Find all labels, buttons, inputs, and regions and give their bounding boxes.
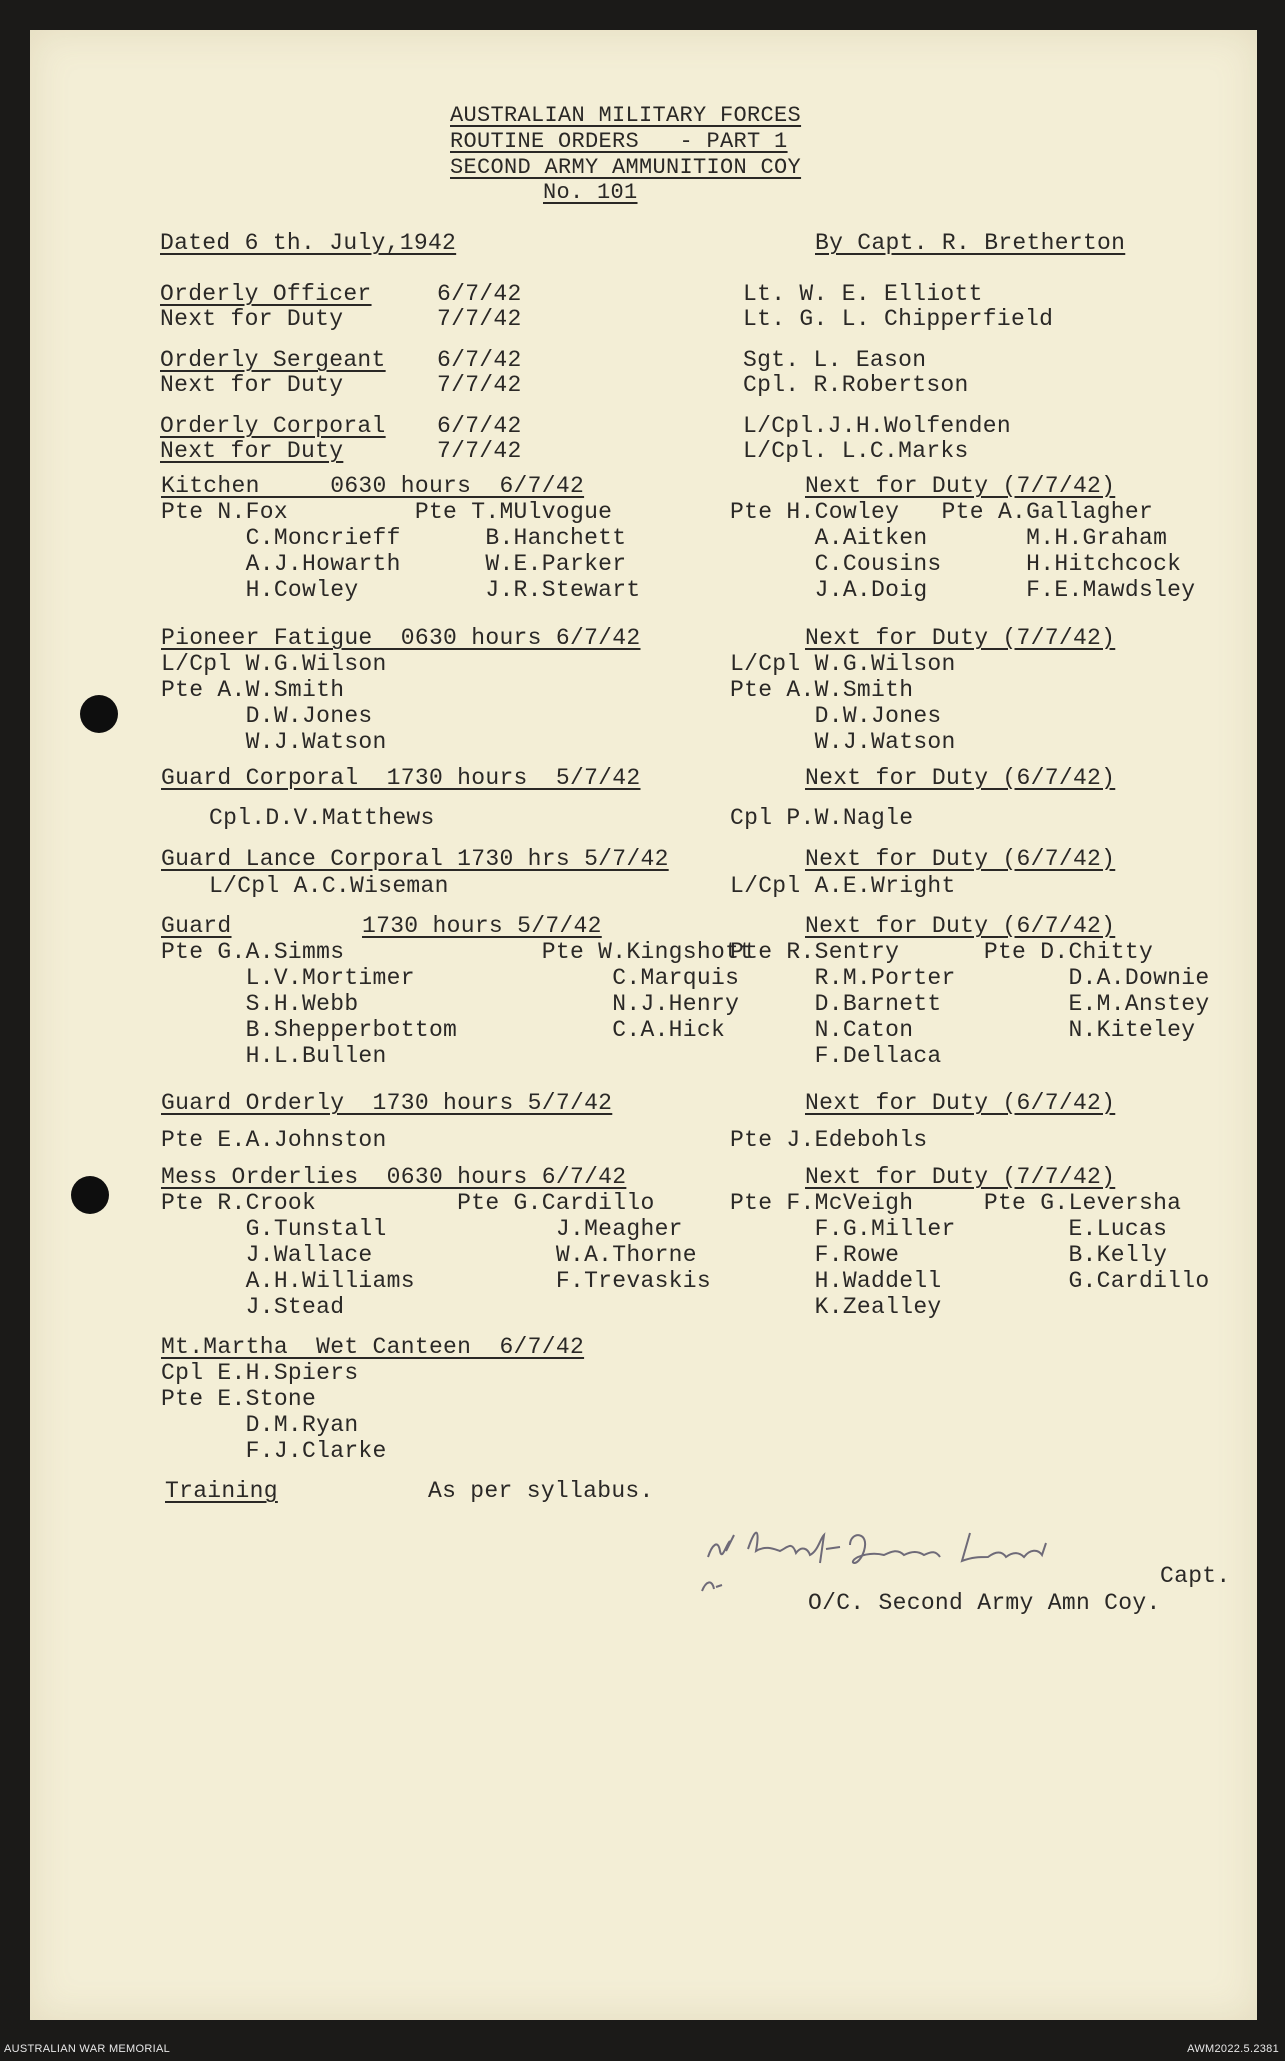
dated-line: Dated 6 th. July,1942 [160,230,457,256]
pioneer-next-line: Pte A.W.Smith [730,677,914,703]
pioneer-line: L/Cpl W.G.Wilson [161,651,387,677]
pioneer-next-heading: Next for Duty (7/7/42) [805,625,1116,651]
header-line-3: SECOND ARMY AMMUNITION COY [450,155,802,180]
kitchen-next-heading: Next for Duty (7/7/42) [805,473,1116,499]
mess-line: J.Wallace W.A.Thorne [161,1242,697,1268]
orderly-officer-name: Lt. W. E. Elliott [743,281,983,307]
orderly-corporal-name: L/Cpl.J.H.Wolfenden [743,413,1011,439]
guard-next-line: Pte R.Sentry Pte D.Chitty [730,939,1154,965]
mess-line: G.Tunstall J.Meagher [161,1216,683,1242]
kitchen-line: Pte N.Fox Pte T.MUlvogue [161,499,613,525]
orderly-officer-date: 6/7/42 [437,281,522,307]
punch-hole-upper [80,695,118,733]
kitchen-next-line: J.A.Doig F.E.Mawdsley [730,577,1196,603]
pioneer-next-line: L/Cpl W.G.Wilson [730,651,956,677]
guard-line: Pte G.A.Simms Pte W.Kingshott [161,939,754,965]
guard-orderly-name: Pte E.A.Johnston [161,1127,387,1153]
orderly-corporal-date: 6/7/42 [437,413,522,439]
footer-accession: AWM2022.5.2381 [1187,2043,1279,2055]
handwritten-signature [700,1505,1120,1595]
guard-corporal-next-heading: Next for Duty (6/7/42) [805,765,1116,791]
guard-orderly-heading: Guard Orderly 1730 hours 5/7/42 [161,1090,613,1116]
canteen-line: F.J.Clarke [161,1438,387,1464]
mess-next-line: H.Waddell G.Cardillo [730,1268,1210,1294]
kitchen-heading: Kitchen 0630 hours 6/7/42 [161,473,585,499]
canteen-line: Cpl E.H.Spiers [161,1360,359,1386]
pioneer-line: W.J.Watson [161,729,387,755]
guard-lance-name: L/Cpl A.C.Wiseman [209,873,449,899]
kitchen-line: A.J.Howarth W.E.Parker [161,551,627,577]
orderly-sergeant-label: Orderly Sergeant [160,347,386,373]
officer-next-label: Next for Duty [160,306,344,332]
guard-corporal-heading: Guard Corporal 1730 hours 5/7/42 [161,765,641,791]
officer-next-date: 7/7/42 [437,306,522,332]
orderly-officer-label: Orderly Officer [160,281,372,307]
header-line-1: AUSTRALIAN MILITARY FORCES [450,103,802,128]
sergeant-next-label: Next for Duty [160,372,344,398]
guard-line: H.L.Bullen [161,1043,387,1069]
guard-next-line: D.Barnett E.M.Anstey [730,991,1210,1017]
training-value: As per syllabus. [428,1478,654,1504]
officer-next-name: Lt. G. L. Chipperfield [743,306,1054,332]
issued-by: By Capt. R. Bretherton [815,230,1126,256]
footer-source: AUSTRALIAN WAR MEMORIAL [4,2043,171,2055]
mess-line: Pte R.Crook Pte G.Cardillo [161,1190,655,1216]
kitchen-next-line: Pte H.Cowley Pte A.Gallagher [730,499,1154,525]
guard-corporal-next-name: Cpl P.W.Nagle [730,805,914,831]
pioneer-heading: Pioneer Fatigue 0630 hours 6/7/42 [161,625,641,651]
guard-next-line: F.Dellaca [730,1043,942,1069]
canteen-line: Pte E.Stone [161,1386,317,1412]
pioneer-next-line: W.J.Watson [730,729,956,755]
kitchen-line: H.Cowley J.R.Stewart [161,577,641,603]
orderly-corporal-label: Orderly Corporal [160,413,386,439]
corporal-next-date: 7/7/42 [437,438,522,464]
mess-next-line: F.G.Miller E.Lucas [730,1216,1168,1242]
mess-heading: Mess Orderlies 0630 hours 6/7/42 [161,1164,627,1190]
mess-next-heading: Next for Duty (7/7/42) [805,1164,1116,1190]
punch-hole-lower [71,1176,109,1214]
guard-orderly-next-name: Pte J.Edebohls [730,1127,928,1153]
guard-line: S.H.Webb N.J.Henry [161,991,740,1017]
header-line-4: No. 101 [543,180,638,205]
mess-line: A.H.Williams F.Trevaskis [161,1268,711,1294]
signatory-office: O/C. Second Army Amn Coy. [808,1590,1161,1616]
pioneer-next-line: D.W.Jones [730,703,942,729]
guard-line: L.V.Mortimer C.Marquis [161,965,740,991]
pioneer-line: D.W.Jones [161,703,373,729]
guard-heading-time: 1730 hours 5/7/42 [362,913,602,939]
guard-line: B.Shepperbottom C.A.Hick [161,1017,726,1043]
guard-next-line: N.Caton N.Kiteley [730,1017,1196,1043]
pioneer-line: Pte A.W.Smith [161,677,345,703]
canteen-heading: Mt.Martha Wet Canteen 6/7/42 [161,1334,585,1360]
guard-lance-heading: Guard Lance Corporal 1730 hrs 5/7/42 [161,846,669,872]
signatory-rank: Capt. [1160,1563,1231,1589]
mess-next-line: F.Rowe B.Kelly [730,1242,1168,1268]
guard-lance-next-name: L/Cpl A.E.Wright [730,873,956,899]
corporal-next-label: Next for Duty [160,438,344,464]
sergeant-next-name: Cpl. R.Robertson [743,372,969,398]
orderly-sergeant-date: 6/7/42 [437,347,522,373]
orderly-sergeant-name: Sgt. L. Eason [743,347,927,373]
mess-next-line: Pte F.McVeigh Pte G.Leversha [730,1190,1182,1216]
training-label: Training [165,1478,278,1504]
guard-orderly-next-heading: Next for Duty (6/7/42) [805,1090,1116,1116]
header-line-2: ROUTINE ORDERS - PART 1 [450,129,788,154]
kitchen-next-line: A.Aitken M.H.Graham [730,525,1168,551]
guard-corporal-name: Cpl.D.V.Matthews [209,805,435,831]
guard-next-line: R.M.Porter D.A.Downie [730,965,1210,991]
kitchen-line: C.Moncrieff B.Hanchett [161,525,627,551]
guard-lance-next-heading: Next for Duty (6/7/42) [805,846,1116,872]
guard-next-heading: Next for Duty (6/7/42) [805,913,1116,939]
sergeant-next-date: 7/7/42 [437,372,522,398]
guard-heading-label: Guard [161,913,232,939]
mess-next-line: K.Zealley [730,1294,942,1320]
kitchen-next-line: C.Cousins H.Hitchcock [730,551,1182,577]
mess-line: J.Stead [161,1294,345,1320]
corporal-next-name: L/Cpl. L.C.Marks [743,438,969,464]
document-page [30,30,1257,2020]
canteen-line: D.M.Ryan [161,1412,359,1438]
